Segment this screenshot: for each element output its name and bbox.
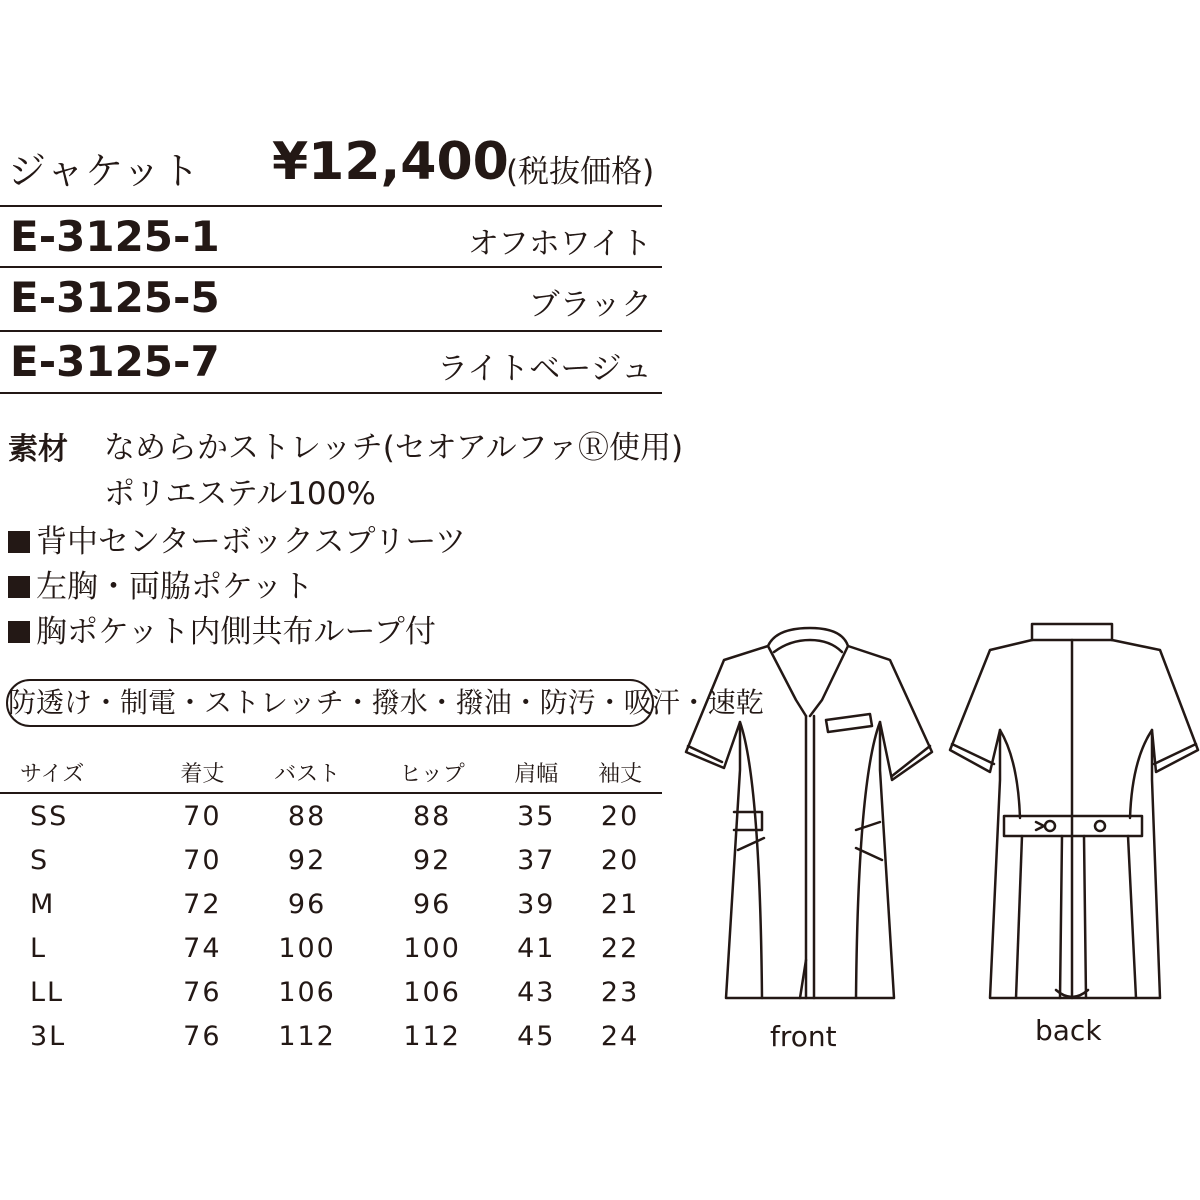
feature-item [8, 561, 313, 606]
table-cell: 92 [287, 844, 327, 876]
table-cell: S [30, 844, 50, 876]
table-cell: 88 [412, 800, 452, 832]
feature-text: 胸ポケット内側共布ループ付 [36, 614, 436, 650]
material-line: なめらかストレッチ(セオアルファⓇ使用) [104, 430, 684, 466]
table-cell: 100 [278, 932, 336, 964]
product-name: ジャケット [8, 149, 201, 193]
divider [0, 330, 662, 332]
feature-text: 背中センターボックスプリーツ [36, 524, 466, 560]
variant-color: ブラック [528, 287, 652, 323]
variant-color: オフホワイト [467, 226, 652, 262]
bullet-square-icon [8, 531, 30, 553]
table-cell: 45 [517, 1020, 556, 1052]
divider [0, 266, 662, 268]
variant-row [0, 333, 662, 393]
table-cell: 21 [600, 888, 640, 920]
table-cell: 106 [403, 976, 461, 1008]
jacket-front-illustration [676, 618, 946, 1018]
table-cell: 112 [403, 1020, 461, 1052]
table-cell: 43 [517, 976, 556, 1008]
table-cell: 70 [183, 800, 222, 832]
table-cell: 35 [517, 800, 556, 832]
table-header-row [0, 752, 662, 793]
table-cell: 23 [600, 976, 640, 1008]
material-label: 素材 [8, 432, 68, 467]
table-cell: 96 [287, 888, 327, 920]
column-header: バスト [244, 752, 370, 793]
table-cell: 76 [183, 976, 222, 1008]
table-cell: L [30, 932, 48, 964]
back-label: back [1035, 1014, 1102, 1047]
table-cell: 100 [403, 932, 461, 964]
variant-code: E-3125-1 [10, 212, 220, 261]
column-header: 袖丈 [578, 752, 662, 793]
material-line: ポリエステル100% [104, 476, 376, 512]
price-note: (税抜価格) [506, 154, 655, 190]
table-cell: 96 [412, 888, 452, 920]
variant-code: E-3125-7 [10, 337, 220, 386]
table-cell: 37 [517, 844, 556, 876]
table-cell: 106 [278, 976, 336, 1008]
function-badge: 防透け・制電・ストレッチ・撥水・撥油・防汚・吸汗・速乾 [6, 679, 654, 727]
table-row [0, 882, 662, 926]
feature-item [8, 516, 466, 561]
table-cell: 70 [183, 844, 222, 876]
column-header: ヒップ [370, 752, 494, 793]
size-table [0, 752, 662, 1058]
feature-text: 左胸・両脇ポケット [36, 569, 314, 605]
table-cell: 22 [600, 932, 640, 964]
price: ¥12,400 [272, 132, 509, 192]
table-cell: 3L [30, 1020, 67, 1052]
front-label: front [770, 1020, 837, 1053]
divider [0, 205, 662, 207]
table-cell: 20 [600, 800, 640, 832]
table-row [0, 970, 662, 1014]
feature-item [8, 606, 436, 651]
table-cell: 72 [183, 888, 222, 920]
table-cell: 20 [600, 844, 640, 876]
column-header: サイズ [0, 752, 160, 793]
variant-color: ライトベージュ [437, 351, 652, 387]
table-cell: LL [30, 976, 65, 1008]
table-cell: 112 [278, 1020, 336, 1052]
table-cell: 39 [517, 888, 556, 920]
variant-row [0, 269, 662, 329]
column-header: 肩幅 [494, 752, 578, 793]
table-cell: SS [30, 800, 69, 832]
bullet-square-icon [8, 621, 30, 643]
table-cell: 76 [183, 1020, 222, 1052]
table-row [0, 1014, 662, 1058]
table-cell: 92 [412, 844, 452, 876]
column-header: 着丈 [160, 752, 244, 793]
jacket-back-illustration [940, 614, 1200, 1004]
table-cell: 24 [600, 1020, 640, 1052]
table-row [0, 838, 662, 882]
table-row [0, 926, 662, 970]
table-cell: 74 [183, 932, 222, 964]
table-cell: 41 [517, 932, 556, 964]
table-cell: 88 [287, 800, 327, 832]
table-row [0, 793, 662, 838]
table-cell: M [30, 888, 56, 920]
variant-code: E-3125-5 [10, 273, 220, 322]
variant-row [0, 208, 662, 268]
bullet-square-icon [8, 576, 30, 598]
divider [0, 392, 662, 394]
